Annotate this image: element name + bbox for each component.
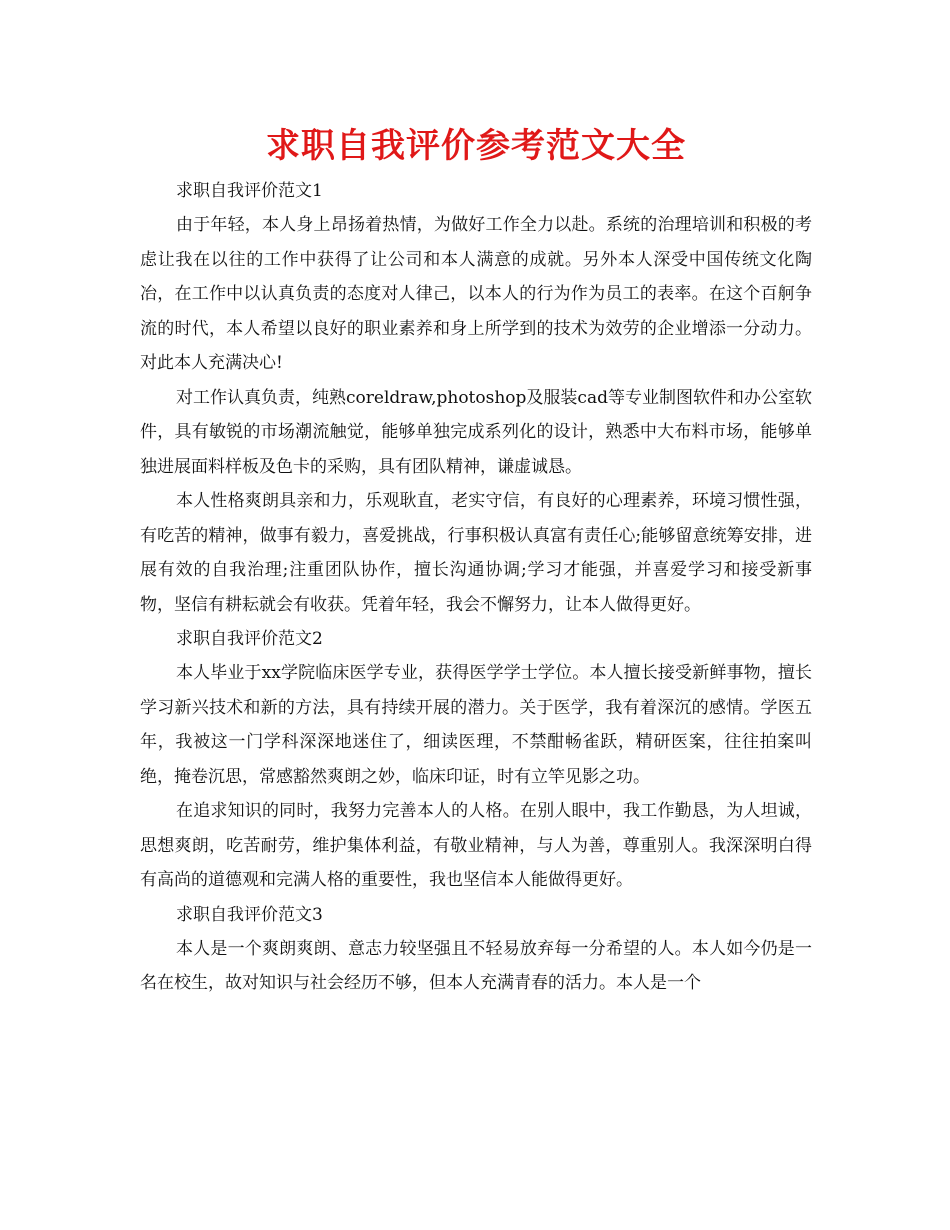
section-1: [140, 174, 812, 622]
document-page: [140, 118, 812, 1001]
document-title: 求职自我评价参考范文大全: [266, 126, 686, 166]
paragraph: 由于年轻，本人身上昂扬着热情，为做好工作全力以赴。系统的治理培训和积极的考虑让我在以往的工作中获得了让公司和本人满意的成就。另外本人深受中国传统文化陶冶，在工作中以认真负责的态度对人律己，以本人的行为作为员工的表率。在这个百舸争流的时代，本人希望以良好的职业素养和身上所学到的技术为效劳的企业增添一分动力。对此本人充满决心!: [140, 215, 812, 373]
section-2: [140, 622, 812, 898]
paragraph: 在追求知识的同时，我努力完善本人的人格。在别人眼中，我工作勤恳，为人坦诚，思想爽朗，吃苦耐劳，维护集体利益，有敬业精神，与人为善，尊重别人。我深深明白得有高尚的道德观和完满人格的重要性，我也坚信本人能做得更好。: [140, 801, 812, 890]
paragraph: 对工作认真负责，纯熟coreldraw,photoshop及服装cad等专业制图软件和办公室软件，具有敏锐的市场潮流触觉，能够单独完成系列化的设计，熟悉中大布料市场，能够单独进展面料样板及色卡的采购，具有团队精神，谦虚诚恳。: [140, 387, 812, 477]
section-heading: 求职自我评价范文2: [176, 629, 323, 649]
section-3: [140, 898, 812, 1001]
paragraph: 本人是一个爽朗爽朗、意志力较坚强且不轻易放弃每一分希望的人。本人如今仍是一名在校生，故对知识与社会经历不够，但本人充满青春的活力。本人是一个: [140, 938, 812, 993]
paragraph: 本人性格爽朗具亲和力，乐观耿直，老实守信，有良好的心理素养，环境习惯性强，有吃苦的精神，做事有毅力，喜爱挑战，行事积极认真富有责任心;能够留意统筹安排，进展有效的自我治理;注重团队协作，擅长沟通协调;学习才能强，并喜爱学习和接受新事物，坚信有耕耘就会有收获。凭着年轻，我会不懈努力，让本人做得更好。: [140, 491, 812, 615]
section-heading: 求职自我评价范文3: [176, 904, 323, 925]
paragraph: 本人毕业于xx学院临床医学专业，获得医学学士学位。本人擅长接受新鲜事物，擅长学习新兴技术和新的方法，具有持续开展的潜力。关于医学，我有着深沉的感情。学医五年，我被这一门学科深深地迷住了，细读医理，不禁酣畅雀跃，精研医案，往往拍案叫绝，掩卷沉思，常感豁然爽朗之妙，临床印证，时有立竿见影之功。: [140, 663, 812, 787]
section-heading: 求职自我评价范文1: [176, 181, 323, 201]
